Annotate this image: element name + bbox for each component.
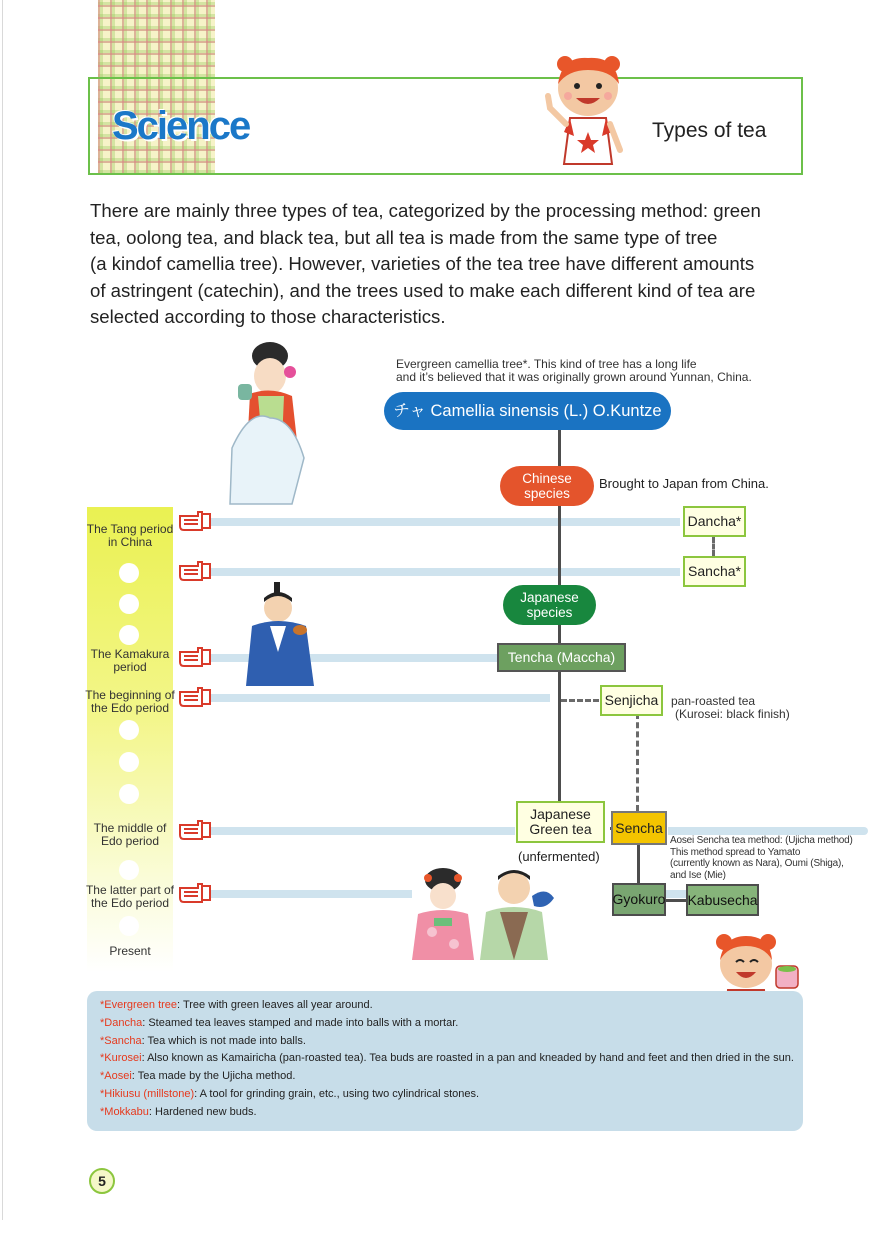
node-label: Japanese (520, 590, 579, 605)
page-subtitle: Types of tea (652, 119, 767, 142)
period-label: period (113, 660, 147, 674)
period-line (664, 890, 688, 898)
period-label: The Tang period (86, 522, 174, 536)
tree-connector (664, 899, 688, 902)
timeline-dot (119, 594, 139, 614)
unfermented-label: (unfermented) (518, 849, 600, 864)
period-kamakura (84, 648, 176, 674)
node-label: species (526, 605, 573, 620)
period-label: The beginning of (85, 688, 175, 702)
glossary-definition: : Tea made by the Ujicha method. (131, 1070, 296, 1083)
glossary-definition: : Steamed tea leaves stamped and made into balls with a mortar. (142, 1016, 459, 1029)
period-line (210, 827, 515, 835)
camellia-note (396, 358, 752, 384)
sencha-node: Sencha (611, 811, 667, 845)
period-label: The Kamakura (90, 647, 170, 661)
period-label: The latter part of (85, 883, 175, 897)
timeline-dot (119, 752, 139, 772)
japanese-green-tea-node (516, 801, 605, 843)
glossary-item (100, 1033, 803, 1051)
period-line (210, 694, 550, 702)
chinese-lady-illustration (222, 338, 312, 508)
intro-line: tea, oolong tea, and black tea, but all tea is made from the same type of tree (90, 226, 718, 248)
tree-connector (637, 845, 640, 883)
glossary-item (100, 1104, 803, 1122)
tree-connector (558, 430, 561, 466)
glossary-definition: : Also known as Kamairicha (pan-roasted tea). Tea buds are roasted in a pan and kneaded by hand and feet and then dried in the sun. (141, 1052, 794, 1065)
note-line: This method spread to Yamato (670, 846, 801, 858)
glossary-term: *Kurosei (100, 1052, 142, 1065)
glossary-box (87, 991, 803, 1131)
chinese-species-note: Brought to Japan from China. (599, 476, 769, 491)
note-line: (currently known as Nara), Oumi (Shiga), (670, 858, 844, 869)
node-label: Green tea (529, 821, 592, 837)
intro-paragraph (90, 198, 830, 331)
note-line: Evergreen camellia tree*. This kind of tree has a long life (396, 357, 697, 371)
girl-pointing-illustration (540, 52, 635, 172)
note-line: (Kurosei: black finish) (675, 707, 790, 721)
kabusecha-node: Kabusecha (686, 884, 759, 916)
timeline-dot (119, 625, 139, 645)
intro-line: selected according to those characteristics. (90, 306, 446, 328)
glossary-definition: : Tea which is not made into balls. (141, 1034, 306, 1047)
pointing-hand-icon (178, 819, 212, 841)
glossary-term: *Aosei (100, 1070, 132, 1083)
glossary-term: *Sancha (100, 1034, 142, 1047)
glossary-item (100, 1068, 803, 1086)
glossary-definition: : A tool for grinding grain, etc., using two cylindrical stones. (194, 1087, 480, 1100)
period-tang (84, 523, 176, 549)
tencha-node: Tencha (Maccha) (497, 643, 626, 672)
period-early-edo (84, 689, 176, 715)
glossary-definition: : Tree with green leaves all year around. (177, 999, 373, 1011)
page-left-border (2, 0, 3, 1220)
senjicha-note (671, 695, 790, 721)
glossary-item (100, 997, 803, 1015)
camellia-sinensis-node: チャ Camellia sinensis (L.) O.Kuntze (384, 392, 671, 430)
merchant-illustration (480, 866, 556, 962)
tree-connector (558, 506, 561, 585)
period-label: the Edo period (90, 896, 170, 910)
note-line: and it’s believed that it was originally grown around Yunnan, China. (396, 370, 752, 384)
period-label: the Edo period (90, 701, 170, 715)
chinese-species-node (500, 466, 594, 506)
note-line: pan-roasted tea (671, 694, 756, 708)
node-label: species (524, 486, 570, 501)
pointing-hand-icon (178, 646, 212, 668)
intro-line: of astringent (catechin), and the trees used to make each different kind of tea are (90, 279, 756, 301)
page-number: 5 (89, 1168, 115, 1194)
timeline-dot (119, 784, 139, 804)
note-line: Aosei Sencha tea method: (Ujicha method) (670, 835, 853, 846)
senjicha-node: Senjicha (600, 685, 663, 716)
dashed-connector (561, 699, 599, 702)
section-title: Science (112, 104, 250, 148)
period-line (668, 827, 868, 835)
period-late-edo (84, 884, 176, 910)
timeline-dot (119, 860, 139, 880)
pointing-hand-icon (178, 560, 212, 582)
glossary-item (100, 1050, 803, 1068)
dashed-connector (636, 713, 639, 811)
timeline-dot (119, 563, 139, 583)
period-label: Edo period (100, 834, 160, 848)
glossary-term: *Mokkabu (100, 1105, 149, 1118)
period-line (210, 890, 412, 898)
timeline-dot (119, 720, 139, 740)
glossary-definition: : Hardened new buds. (148, 1105, 257, 1118)
gyokuro-node: Gyokuro (612, 883, 666, 916)
samurai-illustration (244, 582, 320, 692)
period-middle-edo (84, 822, 176, 848)
pointing-hand-icon (178, 686, 212, 708)
glossary-term: *Dancha (100, 1016, 143, 1029)
glossary-term: *Hikiusu (millstone) (100, 1087, 195, 1100)
period-label: The middle of (93, 821, 167, 835)
timeline-dot (119, 916, 139, 936)
pointing-hand-icon (178, 882, 212, 904)
pointing-hand-icon (178, 510, 212, 532)
dancha-node: Dancha* (683, 506, 746, 537)
glossary-item (100, 1086, 803, 1104)
intro-line: There are mainly three types of tea, categorized by the processing method: green (90, 200, 761, 221)
note-line: and Ise (Mie) (670, 869, 726, 881)
node-label: Japanese (530, 806, 591, 822)
period-line (210, 518, 680, 526)
japanese-species-node (503, 585, 596, 625)
period-present: Present (109, 944, 151, 958)
period-label: in China (107, 535, 153, 549)
geisha-illustration (410, 866, 476, 962)
period-line (210, 568, 680, 576)
sancha-node: Sancha* (683, 556, 746, 587)
glossary-item (100, 1015, 803, 1033)
intro-line: (a kindof camellia tree). However, varieties of the tea tree have different amounts (90, 253, 755, 275)
sencha-note (670, 835, 853, 881)
node-label: Chinese (522, 471, 572, 486)
dashed-connector (712, 537, 715, 556)
glossary-term: *Evergreen tree (100, 999, 178, 1011)
